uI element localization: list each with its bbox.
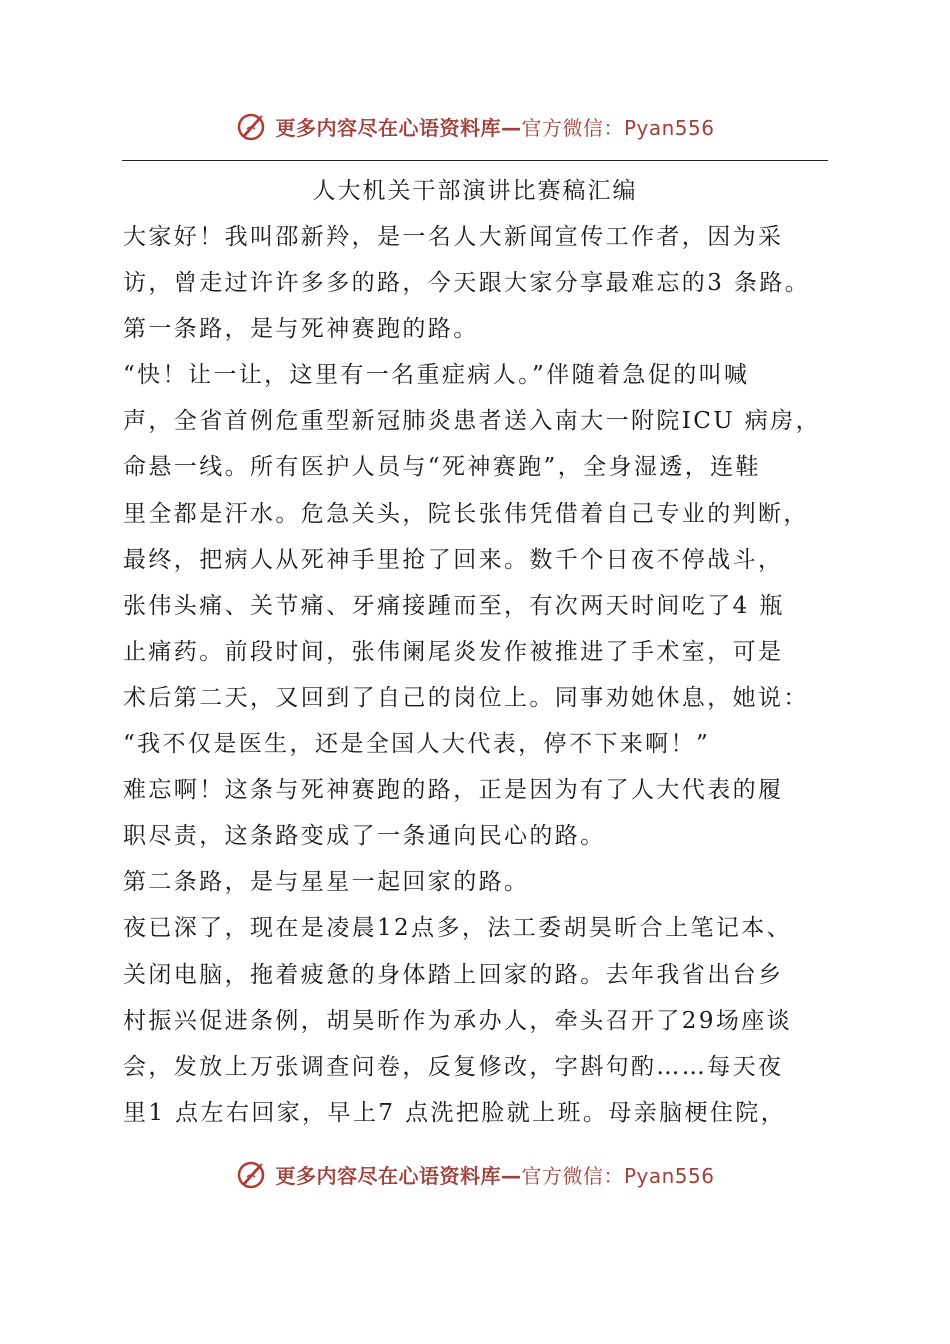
body-line: 村振兴促进条例，胡昊昕作为承办人，牵头召开了29场座谈: [123, 1007, 793, 1034]
document-title: 人大机关干部演讲比赛稿汇编: [312, 178, 638, 204]
pen-logo-icon: [235, 1157, 269, 1191]
body-line: 职尽责，这条路变成了一条通向民心的路。: [123, 823, 606, 850]
body-line: 止痛药。前段时间，张伟阑尾炎发作被推进了手术室，可是: [123, 638, 784, 665]
body-line: “我不仅是医生，还是全国人大代表，停不下来啊！”: [123, 731, 711, 758]
body-line: 难忘啊！这条与死神赛跑的路，正是因为有了人大代表的履: [123, 777, 784, 804]
footer-banner-text: 更多内容尽在心语资料库—官方微信：Pyan556: [275, 1163, 715, 1188]
body-line: 里1 点左右回家，早上7 点洗把脸就上班。母亲脑梗住院，: [123, 1099, 787, 1126]
header-banner: [0, 106, 950, 146]
body-line: 大家好！我叫邵新羚，是一名人大新闻宣传工作者，因为采: [123, 224, 784, 250]
pen-logo-icon: [235, 109, 269, 143]
body-line: 最终，把病人从死神手里抢了回来。数千个日夜不停战斗，: [123, 546, 784, 573]
body-line: “快！让一让，这里有一名重症病人。”伴随着急促的叫喊: [123, 362, 750, 389]
body-line: 会，发放上万张调查问卷，反复修改，字斟句酌……每天夜: [123, 1053, 784, 1080]
document-body: [123, 214, 843, 1136]
body-line: 里全都是汗水。危急关头，院长张伟凭借着自己专业的判断，: [123, 500, 809, 527]
body-line: 第一条路，是与死神赛跑的路。: [123, 316, 479, 343]
body-line: 声，全省首例危重型新冠肺炎患者送入南大一附院ICU 病房，: [123, 408, 821, 435]
body-line: 命悬一线。所有医护人员与“死神赛跑”，全身湿透，连鞋: [123, 454, 761, 481]
header-banner-text: 更多内容尽在心语资料库—官方微信：Pyan556: [275, 115, 715, 140]
footer-banner: [0, 1154, 950, 1194]
body-line: 张伟头痛、关节痛、牙痛接踵而至，有次两天时间吃了4 瓶: [123, 592, 785, 619]
body-line: 第二条路，是与星星一起回家的路。: [123, 869, 530, 896]
body-line: 访，曾走过许许多多的路，今天跟大家分享最难忘的3 条路。: [123, 270, 811, 297]
body-line: 关闭电脑，拖着疲惫的身体踏上回家的路。去年我省出台乡: [123, 961, 784, 988]
header-divider: [122, 160, 828, 161]
body-line: 夜已深了，现在是凌晨12点多，法工委胡昊昕合上笔记本、: [123, 915, 793, 942]
body-line: 术后第二天，又回到了自己的岗位上。同事劝她休息，她说：: [123, 684, 809, 711]
